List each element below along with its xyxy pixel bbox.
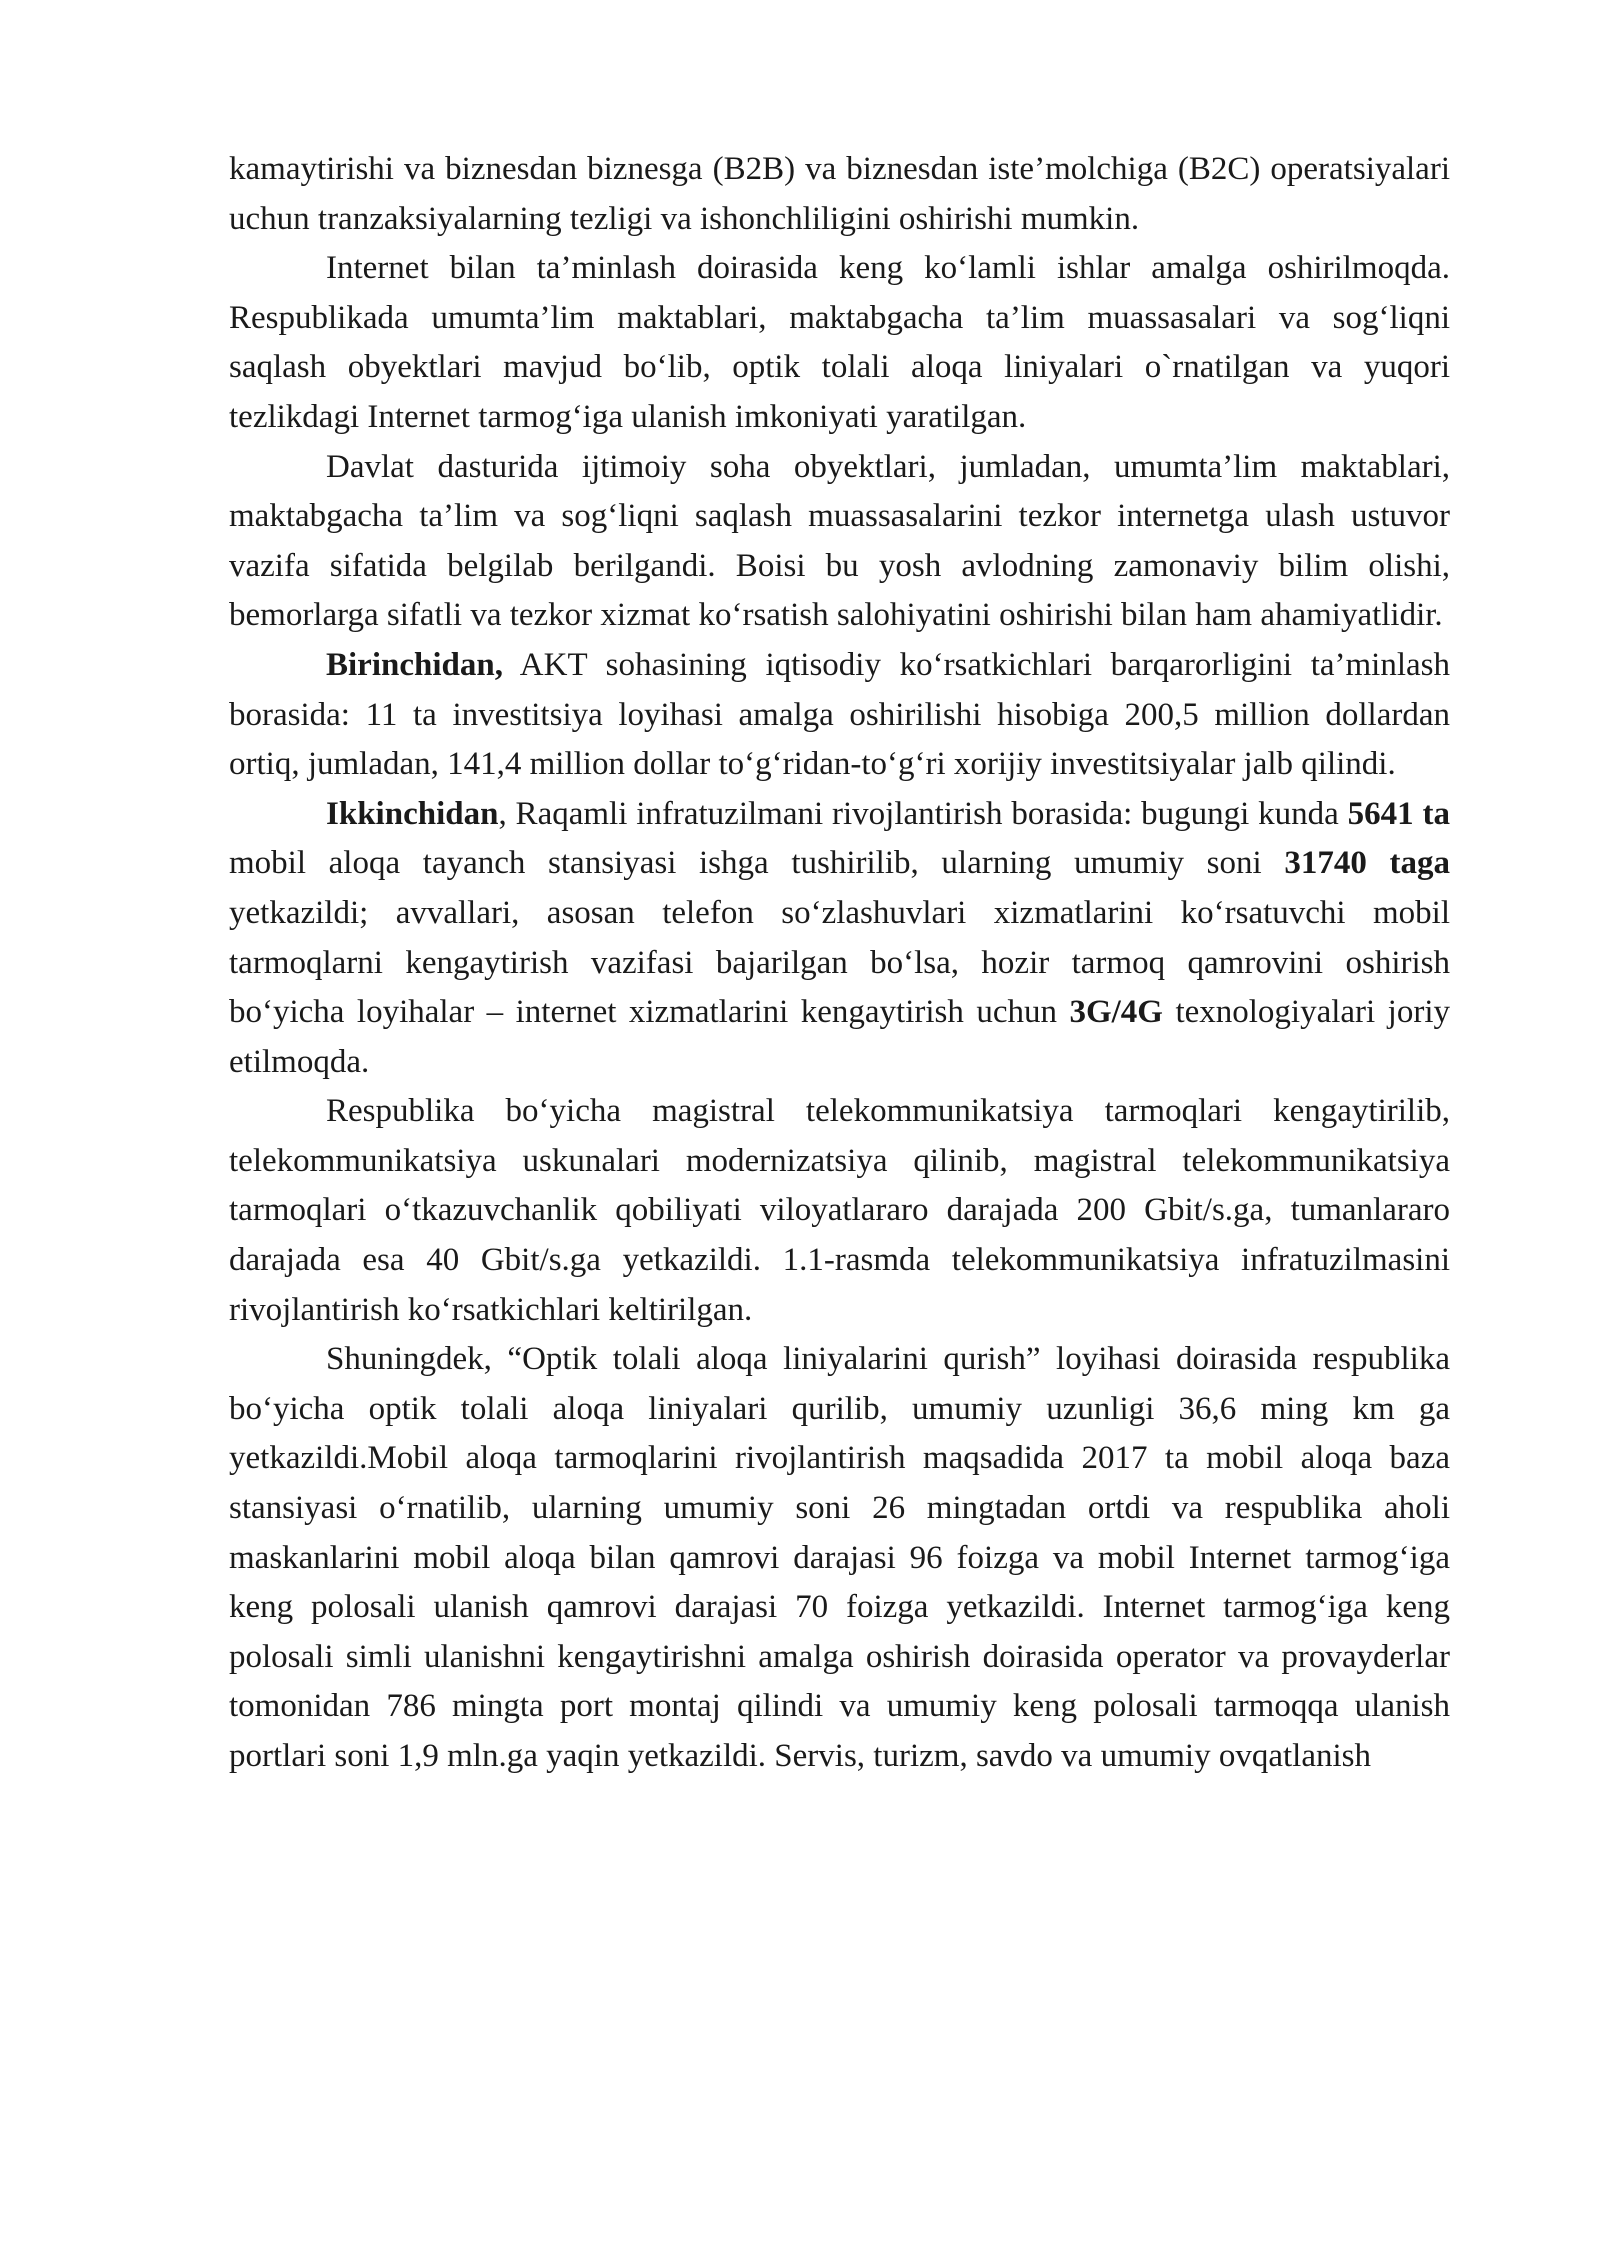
bold-figure: 5641 ta [1347, 795, 1450, 832]
paragraph-text: AKT sohasining iqtisodiy ko‘rsatkichlari barqarorligini ta’minlash borasida: 11 ta investitsiya loyihasi amalga oshirilishi hisobiga 200,5 million dollardan ortiq, jumladan, 141,4 million dollar to‘g‘ridan-to‘g‘ri xorijiy investitsiyalar jalb qilindi. [229, 646, 1450, 783]
paragraph-7 [229, 1335, 1450, 1781]
paragraph-text: yetkazildi; avvallari, asosan telefon so‘zlashuvlari xizmatlarini ko‘rsatuvchi mobil tarmoqlarni kengaytirish vazifasi bajarilgan bo‘lsa, hozir tarmoq qamrovini oshirish bo‘yicha loyihalar – internet xizmatlarini kengaytirish uchun [229, 894, 1450, 1031]
bold-lead-word: Birinchidan, [326, 646, 503, 683]
paragraph-text: kamaytirishi va biznesdan biznesga (B2B) va biznesdan iste’molchiga (B2C) operatsiyalari uchun tranzaksiyalarning tezligi va ishonchliligini oshirishi mumkin. [229, 151, 1450, 237]
paragraph-3 [229, 443, 1450, 641]
bold-lead-word: Ikkinchidan [326, 795, 499, 832]
paragraph-text: Shuningdek, “Optik tolali aloqa liniyalarini qurish” loyihasi doirasida respublika bo‘yicha optik tolali aloqa liniyalari qurilib, umumiy uzunligi 36,6 ming km ga yetkazildi.Mobil aloqa tarmoqlarini rivojlantirish maqsadida 2017 ta mobil aloqa baza stansiyasi o‘rnatilib, ularning umumiy soni 26 mingtadan ortdi va respublika aholi maskanlarini mobil aloqa bilan qamrovi darajasi 96 foizga va mobil Internet tarmog‘iga keng polosali ulanish qamrovi darajasi 70 foizga yetkazildi. Internet tarmog‘iga keng polosali simli ulanishni kengaytirishni amalga oshirish doirasida operator va provayderlar tomonidan 786 mingta port montaj qilindi va umumiy keng polosali tarmoqqa ulanish portlari soni 1,9 mln.ga yaqin yetkazildi. Servis, turizm, savdo va umumiy ovqatlanish [229, 1341, 1450, 1774]
paragraph-text: Respublika bo‘yicha magistral telekommunikatsiya tarmoqlari kengaytirilib, telekommunikatsiya uskunalari modernizatsiya qilinib, magistral telekommunikatsiya tarmoqlari o‘tkazuvchanlik qobiliyati viloyatlararo darajada 200 Gbit/s.ga, tumanlararo darajada esa 40 Gbit/s.ga yetkazildi. 1.1-rasmda telekommunikatsiya infratuzilmasini rivojlantirish ko‘rsatkichlari keltirilgan. [229, 1093, 1450, 1328]
bold-figure: 31740 taga [1284, 845, 1450, 882]
paragraph-text: Davlat dasturida ijtimoiy soha obyektlari, jumladan, umumta’lim maktablari, maktabgacha ta’lim va sog‘liqni saqlash muassasalarini tezkor internetga ulash ustuvor vazifa sifatida belgilab berilgandi. Boisi bu yosh avlodning zamonaviy bilim olishi, bemorlarga sifatli va tezkor xizmat ko‘rsatish salohiyatini oshirishi bilan ham ahamiyatlidir. [229, 448, 1450, 634]
paragraph-6 [229, 1087, 1450, 1335]
paragraph-text: mobil aloqa tayanch stansiyasi ishga tushirilib, ularning umumiy soni [229, 845, 1285, 882]
paragraph-1 [229, 145, 1450, 244]
paragraph-text: , Raqamli infratuzilmani rivojlantirish borasida: bugungi kunda [498, 795, 1348, 832]
bold-technology: 3G/4G [1069, 994, 1163, 1031]
paragraph-5 [229, 790, 1450, 1088]
paragraph-text: Internet bilan ta’minlash doirasida keng ko‘lamli ishlar amalga oshirilmoqda. Respublikada umumta’lim maktablari, maktabgacha ta’lim muassasalari va sog‘liqni saqlash obyektlari mavjud bo‘lib, optik tolali aloqa liniyalari o`rnatilgan va yuqori tezlikdagi Internet tarmog‘iga ulanish imkoniyati yaratilgan. [229, 250, 1450, 435]
paragraph-text: texnologiyalari joriy etilmoqda. [229, 994, 1450, 1080]
paragraph-4 [229, 641, 1450, 790]
document-page [229, 145, 1450, 1782]
paragraph-2 [229, 244, 1450, 442]
